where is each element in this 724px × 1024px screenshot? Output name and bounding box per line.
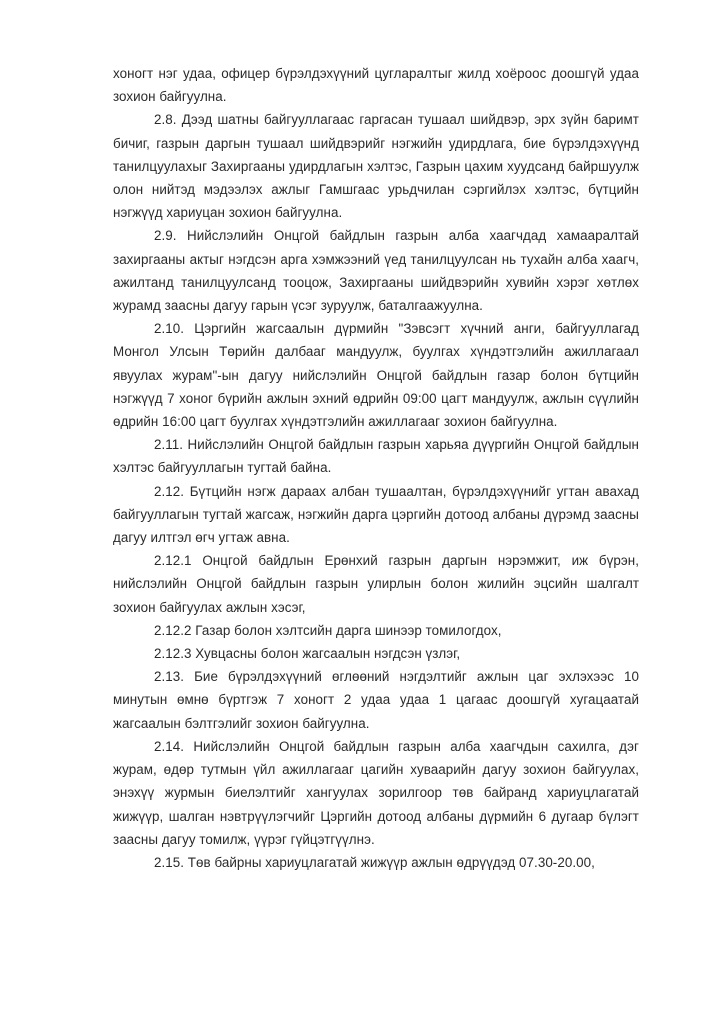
paragraph-2-14: 2.14. Нийслэлийн Онцгой байдлын газрын алба хаагчдын сахилга, дэг журам, өдөр тутмын үйл ажиллагааг цагийн хуваарийн дагуу зохион байгуулах, энэхүү журмын биелэлтийг хангуулах зорилгоор төв байранд хариуцлагатай жижүүр, шалган нэвтрүүлэгчийг Цэргийн дотоод албаны дүрмийн 6 дугаар бүлэгт заасны дагуу томилж, үүрэг гүйцэтгүүлнэ. bbox=[113, 738, 639, 847]
paragraph-2-13: 2.13. Бие бүрэлдэхүүний өглөөний нэгдэлтийг ажлын цаг эхлэхээс 10 минутын өмнө бүртгэж 7 хоногт 2 удаа удаа 1 цагаас доошгүй хугацаатай жагсаалын бэлтгэлийг зохион байгуулна. bbox=[113, 669, 639, 731]
paragraph-2-9: 2.9. Нийслэлийн Онцгой байдлын газрын алба хаагчдад хамааралтай захиргааны актыг нэгдсэн арга хэмжээний үед танилцуулсан нь тухайн алба хаагч, ажилтанд танилцуулсанд тооцож, Захиргааны шийдвэрийн хувийн хэрэг хөтлөх журамд заасны дагуу гарын үсэг зуруулж, баталгаажуулна. bbox=[113, 228, 639, 314]
subitem-2-12-2: 2.12.2 Газар болон хэлтсийн дарга шинээр томилогдох, bbox=[154, 622, 502, 638]
paragraph-2-8: 2.8. Дээд шатны байгууллагаас гаргасан тушаал шийдвэр, эрх зүйн баримт бичиг, газрын даргын тушаал шийдвэрийг нэгжийн удирдлага, бие бүрэлдэхүүнд танилцуулахыг Захиргааны удирдлагын хэлтэс, Газрын цахим хуудсанд байршуулж олон нийтэд мэдээлэх ажлыг Гамшгаас урьдчилан сэргийлэх хэлтэс, бүтцийн нэгжүүд хариуцан зохион байгуулна. bbox=[113, 112, 639, 221]
paragraph-2-11: 2.11. Нийслэлийн Онцгой байдлын газрын харьяа дүүргийн Онцгой байдлын хэлтэс байгууллагын тугтай байна. bbox=[113, 437, 639, 476]
subitem-2-12-1: 2.12.1 Онцгой байдлын Ерөнхий газрын даргын нэрэмжит, иж бүрэн, нийслэлийн Онцгой байдлын газрын улирлын болон жилийн эцсийн шалгалт зохион байгуулах ажлын хэсэг, bbox=[113, 553, 639, 615]
document-body bbox=[113, 62, 639, 874]
paragraph-2-12: 2.12. Бүтцийн нэгж дараах албан тушаалтан, бүрэлдэхүүнийг угтан авахад байгууллагын тугтай жагсаж, нэгжийн дарга цэргийн дотоод албаны дүрэмд заасны дагуу илтгэл өгч угтаж авна. bbox=[113, 483, 639, 546]
paragraph-2-15: 2.15. Төв байрны хариуцлагатай жижүүр ажлын өдрүүдэд 07.30-20.00, bbox=[154, 854, 595, 870]
subitem-2-12-3: 2.12.3 Хувцасны болон жагсаалын нэгдсэн үзлэг, bbox=[154, 646, 461, 662]
paragraph-continuation: хоногт нэг удаа, офицер бүрэлдэхүүний цугларалтыг жилд хоёроос доошгүй удаа зохион байгуулна. bbox=[113, 66, 639, 105]
paragraph-2-10: 2.10. Цэргийн жагсаалын дүрмийн "Зэвсэгт хүчний анги, байгууллагад Монгол Улсын Төрийн далбааг мандуулж, буулгах хүндэтгэлийн ажиллагаал явуулах журам"-ын дагуу нийслэлийн Онцгой байдлын газар болон бүтцийн нэгжүүд 7 хоног бүрийн ажлын эхний өдрийн 09:00 цагт мандуулж, ажлын сүүлийн өдрийн 16:00 цагт буулгах хүндэтгэлийн ажиллагааг зохион байгуулна. bbox=[113, 321, 639, 430]
